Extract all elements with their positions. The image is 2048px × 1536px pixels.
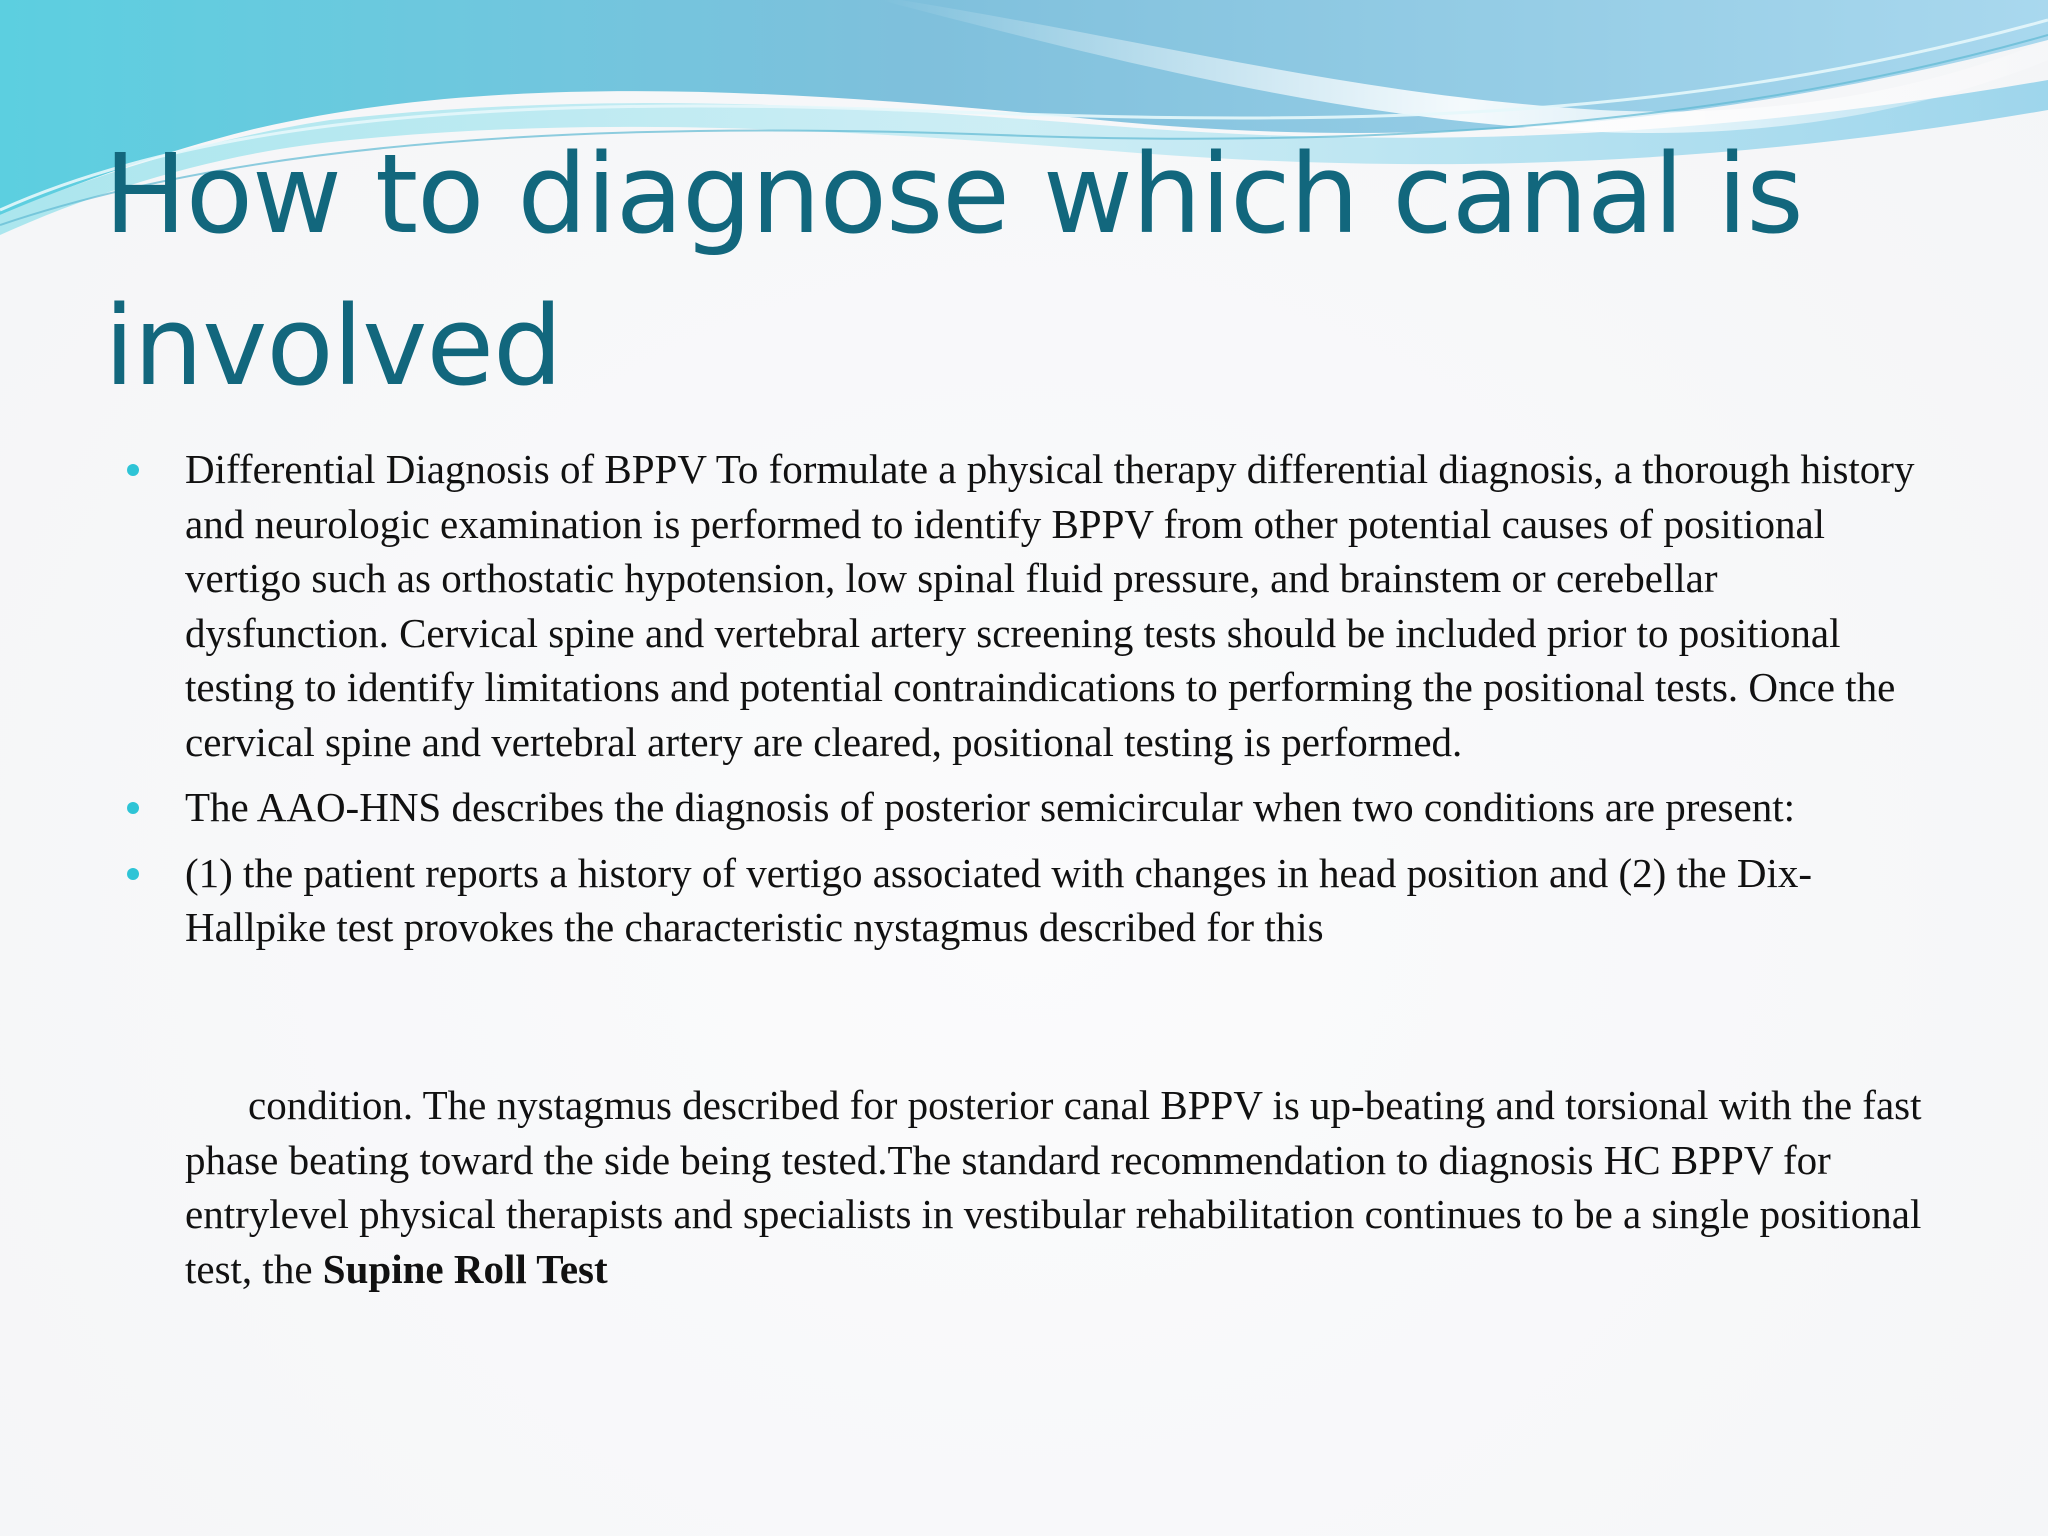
bullet-dot-icon <box>127 868 139 880</box>
bullet-text: Differential Diagnosis of BPPV To formulate a physical therapy differential diagnosis, a thorough history and neurologic examination is performed to identify BPPV from other potential causes of positional vertigo such as orthostatic hypotension, low spinal fluid pressure, and brainstem or cerebellar dysfunction. Cervical spine and vertebral artery screening tests should be included prior to positional testing to identify limitations and potential contraindications to performing the positional tests. Once the cervical spine and vertebral artery are cleared, positional testing is performed. <box>185 446 1915 765</box>
bullet-list <box>120 442 1930 966</box>
bullet-dot-icon <box>127 464 139 476</box>
bullet-dot-icon <box>127 802 139 814</box>
continuation-paragraph <box>185 1078 1945 1296</box>
bullet-item <box>120 442 1930 769</box>
continuation-text: condition. The nystagmus described for posterior canal BPPV is up-beating and torsional with the fast phase beating toward the side being tested.The standard recommendation to diagnosis HC BPPV for entrylevel physical therapists and specialists in vestibular rehabilitation continues to be a single positional test, the <box>185 1082 1922 1292</box>
bullet-item <box>120 780 1930 835</box>
bullet-item <box>120 846 1930 955</box>
bullet-text: (1) the patient reports a history of vertigo associated with changes in head position and (2) the Dix-Hallpike test provokes the characteristic nystagmus described for this <box>185 849 1813 950</box>
bullet-text: The AAO-HNS describes the diagnosis of posterior semicircular when two conditions are present: <box>185 784 1795 830</box>
slide-title: How to diagnose which canal is involved <box>104 130 1803 410</box>
supine-roll-test-label: Supine Roll Test <box>322 1245 608 1292</box>
